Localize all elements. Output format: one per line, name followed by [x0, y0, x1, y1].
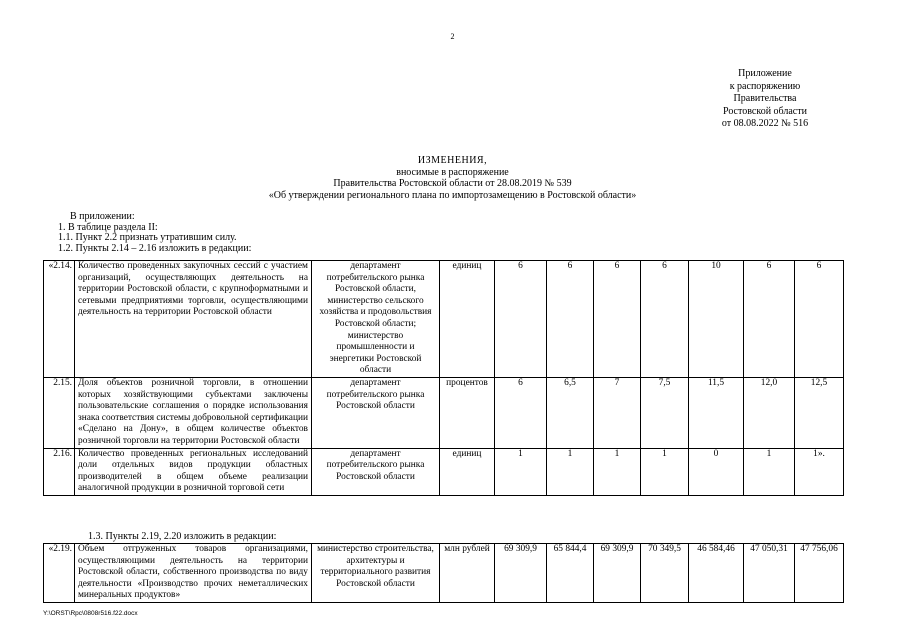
page-number: 2 — [450, 32, 455, 41]
intro-line: В приложении: — [70, 211, 135, 222]
indicators-table-2 — [43, 543, 844, 603]
document-heading — [170, 155, 735, 201]
appendix-line: от 08.08.2022 № 516 — [721, 118, 809, 129]
executor: департамент потребительского рынка Ростовской области — [312, 448, 440, 495]
table-row — [44, 261, 844, 378]
value-cell: 69 309,9 — [495, 544, 547, 603]
table-row — [44, 377, 844, 448]
unit: процентов — [440, 377, 495, 448]
appendix-line: Ростовской области — [723, 105, 807, 117]
heading-line: «Об утверждении регионального плана по импортозамещению в Ростовской области» — [268, 189, 637, 201]
value-cell: 6 — [641, 261, 689, 378]
value-cell: 10 — [689, 261, 744, 378]
appendix-line: к распоряжению — [729, 80, 801, 92]
table-row — [44, 544, 844, 603]
executor: департамент потребительского рынка Ростовской области, министерство сельского хозяйства и продовольствия Ростовской области; министерство промышленности и энергетики Ростовской области — [312, 261, 440, 378]
value-cell: 65 844,4 — [547, 544, 594, 603]
row-number: «2.14. — [44, 261, 75, 378]
value-cell: 1 — [547, 448, 594, 495]
intro-line: 1.1. Пункт 2.2 признать утратившим силу. — [58, 232, 237, 243]
intro-line: 1.2. Пункты 2.14 – 2.16 изложить в редакции: — [58, 242, 252, 254]
indicator-name: Объем отгруженных товаров организациями, осуществляющими деятельность на территории Ростовской области, собственного производства по виду деятельности «Производство прочих неметаллических минеральных продуктов» — [75, 544, 312, 603]
appendix-line: Правительства — [733, 93, 797, 104]
value-cell: 69 309,9 — [594, 544, 641, 603]
value-cell: 1 — [744, 448, 795, 495]
value-cell: 7 — [594, 377, 641, 448]
appendix-line: Приложение — [738, 68, 792, 79]
value-cell: 6 — [547, 261, 594, 378]
value-cell: 7,5 — [641, 377, 689, 448]
value-cell: 46 584,46 — [689, 544, 744, 603]
value-cell: 70 349,5 — [641, 544, 689, 603]
row-number: 2.16. — [44, 448, 75, 495]
row-number: 2.15. — [44, 377, 75, 448]
value-cell: 12,0 — [744, 377, 795, 448]
value-cell: 6 — [495, 261, 547, 378]
value-cell: 1». — [795, 448, 844, 495]
value-cell: 1 — [594, 448, 641, 495]
value-cell: 11,5 — [689, 377, 744, 448]
indicator-name: Доля объектов розничной торговли, в отношении которых хозяйствующими субъектами заключены пользовательские соглашения о порядке использования знака соответствия системы добровольной сертификации «Сделано на Дону», в общем количестве объектов розничной торговли на территории Ростовской области — [75, 377, 312, 448]
heading-line: вносимые в распоряжение — [396, 166, 509, 178]
row-number: «2.19. — [44, 544, 75, 603]
value-cell: 6 — [594, 261, 641, 378]
value-cell: 6 — [795, 261, 844, 378]
indicator-name: Количество проведенных региональных исследований доли отдельных видов продукции областных производителей в общем объеме реализации аналогичной продукции в розничной торговой сети — [75, 448, 312, 495]
intro-line: 1. В таблице раздела II: — [58, 221, 158, 233]
heading-line: Правительства Ростовской области от 28.08.2019 № 539 — [333, 178, 572, 189]
unit: млн рублей — [440, 544, 495, 603]
value-cell: 1 — [641, 448, 689, 495]
executor: департамент потребительского рынка Ростовской области — [312, 377, 440, 448]
unit: единиц — [440, 261, 495, 378]
value-cell: 6 — [744, 261, 795, 378]
value-cell: 1 — [495, 448, 547, 495]
appendix-block — [700, 68, 830, 131]
unit: единиц — [440, 448, 495, 495]
value-cell: 6 — [495, 377, 547, 448]
table-row — [44, 448, 844, 495]
indicators-table-1 — [43, 260, 844, 496]
section-instruction: 1.3. Пункты 2.19, 2.20 изложить в редакции: — [88, 531, 277, 542]
heading-title: ИЗМЕНЕНИЯ, — [417, 155, 488, 166]
value-cell: 12,5 — [795, 377, 844, 448]
file-path-footer: Y:\ORST\Rpc\0808r516.f22.docx — [43, 610, 138, 617]
value-cell: 47 050,31 — [744, 544, 795, 603]
intro-block — [58, 211, 252, 254]
value-cell: 47 756,06 — [795, 544, 844, 603]
indicator-name: Количество проведенных закупочных сессий с участием организаций, осуществляющих деятельность на территории Ростовской области, с крупноформатными и сетевыми предприятиями торговли, осуществляющими деятельность на территории Ростовской области — [75, 261, 312, 378]
value-cell: 0 — [689, 448, 744, 495]
executor: министерство строительства, архитектуры и территориального развития Ростовской области — [312, 544, 440, 603]
value-cell: 6,5 — [547, 377, 594, 448]
